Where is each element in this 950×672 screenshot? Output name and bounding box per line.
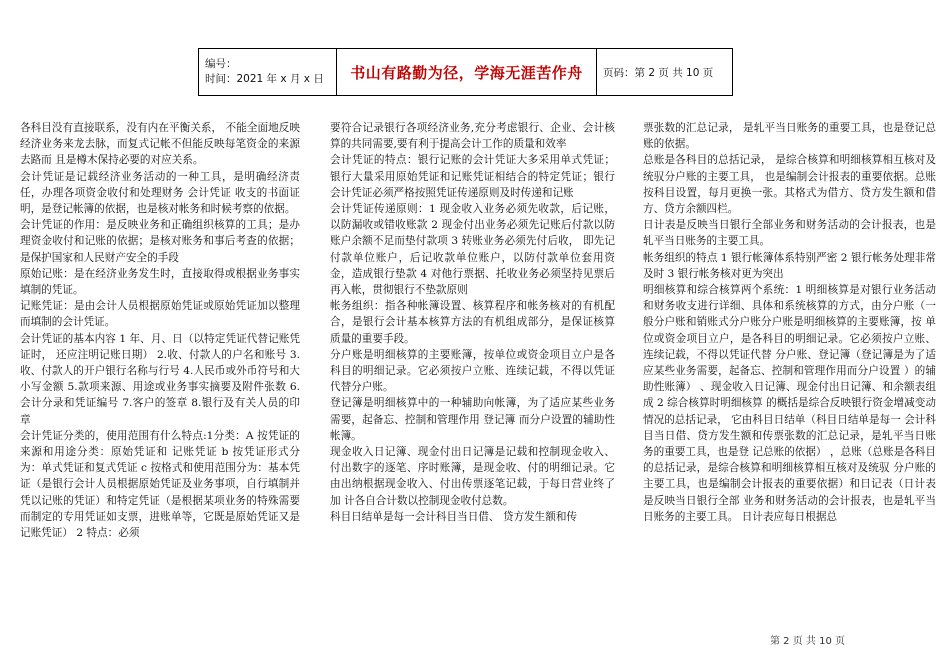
text-column-3 <box>643 120 936 525</box>
paragraph: 会计凭证的作用：是反映业务和正确组织核算的工具；是办理资金收付和记账的依据；是核对账务和事后考查的依据；是保护国家和人民财产安全的手段 <box>20 219 300 264</box>
paragraph: 帐务组织的特点 1 银行帐簿体系特别严密 2 银行帐务处理非常及时 3 银行帐务核对更为突出 <box>643 251 936 280</box>
paragraph: 帐务组织：指各种帐簿设置、核算程序和帐务核对的有机配合，是银行会计基本核算方法的有机组成部分，是保证核算质量的重要手段。 <box>330 300 615 345</box>
document-number: 编号： <box>205 58 237 70</box>
paragraph: 登记簿是明细核算中的一种辅助向帐簿，为了适应某些业务需要，起备忘、控制和管理作用 登记簿 而分户设置的辅助性帐簿。 <box>330 397 615 442</box>
paragraph: 会计凭证的特点：银行记账的会计凭证大多采用单式凭证； 银行大量采用原始凭证和记账凭证相结合的特定凭证；银行会计凭证必须严格按照凭证传递原则及时传递和记账 <box>330 154 615 199</box>
paragraph: 原始记账：是在经济业务发生时，直接取得或根据业务事实填制的凭证。 <box>20 267 300 297</box>
paragraph: 会计凭证分类的，使用范围有什么特点:1分类：A 按凭证的来源和用途分类：原始凭证和 记账凭证 b 按凭证形式分为：单式凭证和复式凭证 c 按格式和使用范围分为：基本凭证（是银行会计人员根据原始凭证及业务事项，自行填制并凭以记账的凭证）和特定凭证（是根据某项业务的特殊需要而制定的专用凭证如支票，进账单等，它既是原始凭证又是记账凭证） 2 特点：必须 <box>20 429 300 540</box>
paragraph: 票张数的汇总记录， 是轧平当日账务的重要工具，也是登记总账的依据。 <box>643 122 936 151</box>
paragraph: 现金收入日记簿、现金付出日记簿是记载和控制现金收入、付出数字的逐笔、序时账簿，是现金收、付的明细记录。它由出纳根据现金收入、付出传票逐笔记载，于每日营业终了加 计各自合计数以控制现金收付总数。 <box>330 446 615 507</box>
page-header <box>198 48 733 96</box>
document-time: 时间：2021 年 x 月 x 日 <box>205 73 324 85</box>
header-page-number: 页码：第 2 页 共 10 页 <box>603 66 714 79</box>
paragraph: 总账是各科目的总括记录， 是综合核算和明细核算相互核对及统驭分户账的主要工具， 也是编制会计报表的重要依据。总账按科目设置，每月更换一张。其格式为借方、贷方发生额和借方、贷方余额四栏。 <box>643 154 936 216</box>
page-footer: 第 2 页 共 10 页 <box>770 636 845 647</box>
text-column-1 <box>20 120 300 541</box>
paragraph: 会计凭证是记载经济业务活动的一种工具，是明确经济责任，办理各项资金收付和处理财务 会计凭证 收支的书面证明，是登记帐簿的依据，也是核对帐务和时候考察的依据。 <box>20 170 300 216</box>
paragraph: 要符合记录银行各项经济业务,充分考虑银行、企业、会计核算的共同需要,要有利于提高会计工作的质量和效率 <box>330 122 615 151</box>
paragraph: 分户账是明细核算的主要账簿，按单位或资金项目立户是各科目的明细记录。它必须按户立账、连续记载，不得以凭证代替分户账。 <box>330 348 615 394</box>
header-meta <box>199 49 337 95</box>
paragraph: 日计表是反映当日银行全部业务和财务活动的会计报表，也是轧平当日账务的主要工具。 <box>643 219 936 248</box>
paragraph: 各科目没有直接联系，没有内在平衡关系， 不能全面地反映经济业务来龙去脉，而复式记帐不但能反映每笔资金的来源去路而 且是樽木保持必要的对应关系。 <box>20 122 300 167</box>
paragraph: 科目日结单是每一会计科目当日借、 贷方发生额和传 <box>330 510 578 523</box>
paragraph: 明细核算和综合核算两个系统：1 明细核算是对银行业务活动和财务收支进行详细、具体和系统核算的方式，由分户账（一般分户账和销账式分户账分户账是明细核算的主要账簿，按 单位或资金项目立户，是各科目的明细记录。它必须按户立账、连续记载，不得以凭证代替 分户账、登记簿（登记簿是为了适应某些业务需要，起备忘、控制和管理作用而分户设置 ）的辅助性账簿） 、现金收入日记簿、现金付出日记簿、和余额表组成 2 综合核算时明细核算 的概括是综合反映银行资金增减变动情况的总括记录， 它由科目日结单（科目日结单是每一 会计科目当日借、贷方发生额和传票张数的汇总记录，是轧平当日账务的重要工具，也是登 记总账的依据） ，总账（总账是各科目的总括记录，是综合核算和明细核算相互核对及统驭 分户账的主要工具，也是编制会计报表的重要依据）和日记表（日计表是反映当日银行全部 业务和财务活动的会计报表，也是轧平当日账务的主要工具。 日计表应每日根据总 <box>643 284 936 523</box>
text-column-2 <box>330 120 615 525</box>
header-motto: 书山有路勤为径，学海无涯苦作舟 <box>337 49 597 95</box>
paragraph: 会计凭证传递原则：1 现金收入业务必须先收款，后记账，以防漏收或错收账款 2 现金付出业务必须先记账后付款以防账户余额不足而垫付款项 3 转账业务必须先付后收， 即先记付款单位账户，后记收款单位账户，以防付款单位套用资金，造成银行垫款 4 对他行票据、托收业务必须坚持见票后再入帐，贯彻银行不垫款原则 <box>330 203 615 297</box>
paragraph: 记账凭证：是由会计人员根据原始凭证或原始凭证加以整理而填制的会计凭证。 <box>20 300 300 329</box>
paragraph: 会计凭证的基本内容 1 年、月、日（以特定凭证代替记账凭证时， 还应注明记账日期） 2.收、付款人的户名和账号 3.收、付款人的开户银行名称与行号 4.人民币或外币符号和大小写金额 5.款项来源、用途或业务事实摘要及附件张数 6.会计分录和凭证编号 7.客户的签章 8.银行及有关人员的印章 <box>20 332 300 426</box>
